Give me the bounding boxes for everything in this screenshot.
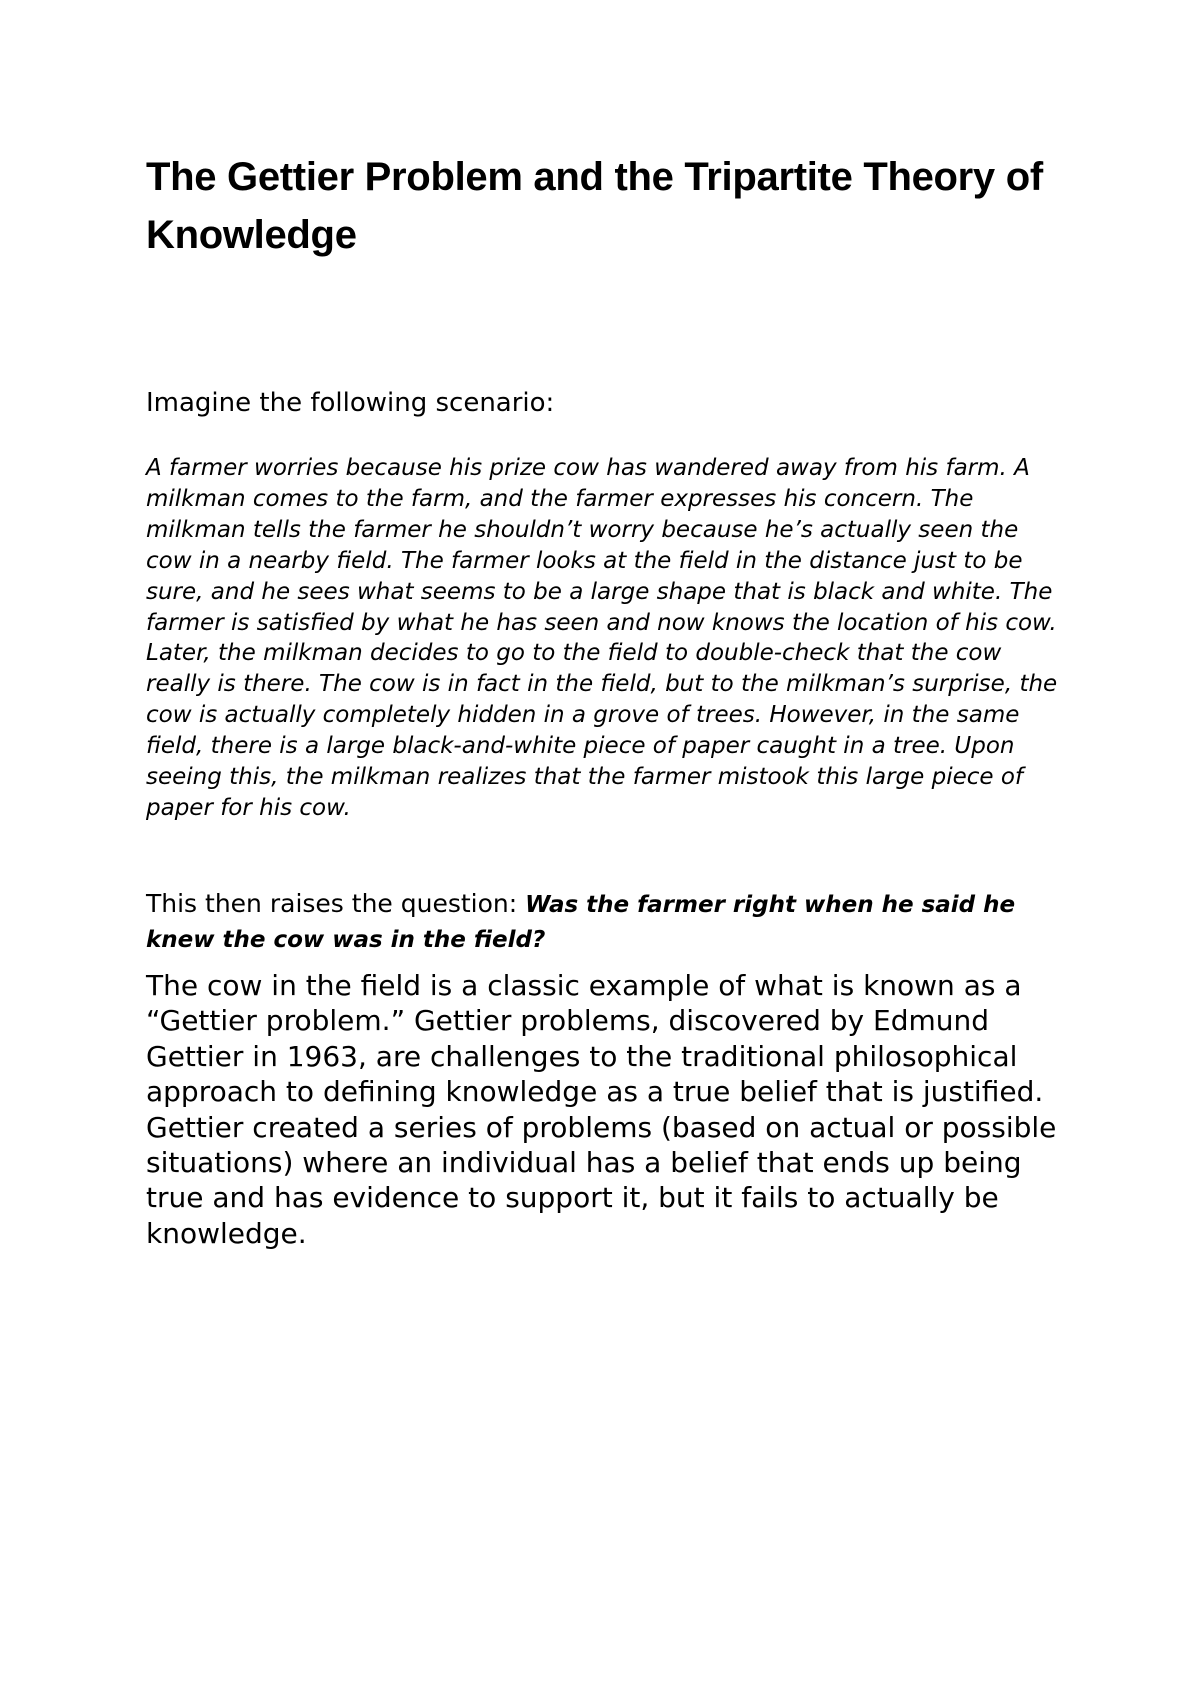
document-title: The Gettier Problem and the Tripartite Theory of Knowledge	[146, 155, 1043, 257]
question-line	[146, 887, 1071, 957]
scenario-paragraph: A farmer worries because his prize cow has wandered away from his farm. A milkman comes to the farm, and the farmer expresses his concern. The milkman tells the farmer he shouldn’t worry because he’s actually seen the cow in a nearby field. The farmer looks at the field in the distance just to be sure, and he sees what seems to be a large shape that is black and white. The farmer is satisfied by what he has seen and now knows the location of his cow.	[146, 455, 1057, 636]
scenario-block	[146, 453, 1071, 824]
question-lead: This then raises the question:	[146, 889, 526, 918]
body-paragraph: The cow in the field is a classic example of what is known as a “Gettier problem.” Gettier problems, discovered by Edmund Gettier in 1963, are challenges to the traditional philosophical approach to defining knowledge as a true belief that is justified. Gettier created a series of problems (based on actual or possible situations) where an individual has a belief that ends up being true and has evidence to support it, but it fails to actually be knowledge.	[146, 969, 1057, 1250]
intro-text: Imagine the following scenario:	[146, 388, 555, 418]
scenario-paragraph: Later, the milkman decides to go to the field to double-check that the cow really is there. The cow is in fact in the field, but to the milkman’s surprise, the cow is actually completely hidden in a grove of trees. However, in the same field, there is a large black-and-white piece of paper caught in a tree. Upon seeing this, the milkman realizes that the farmer mistook this large piece of paper for his cow.	[146, 640, 1058, 821]
question-emphasis: Was the farmer right when he said he knew the cow was in the field?	[146, 892, 1016, 953]
